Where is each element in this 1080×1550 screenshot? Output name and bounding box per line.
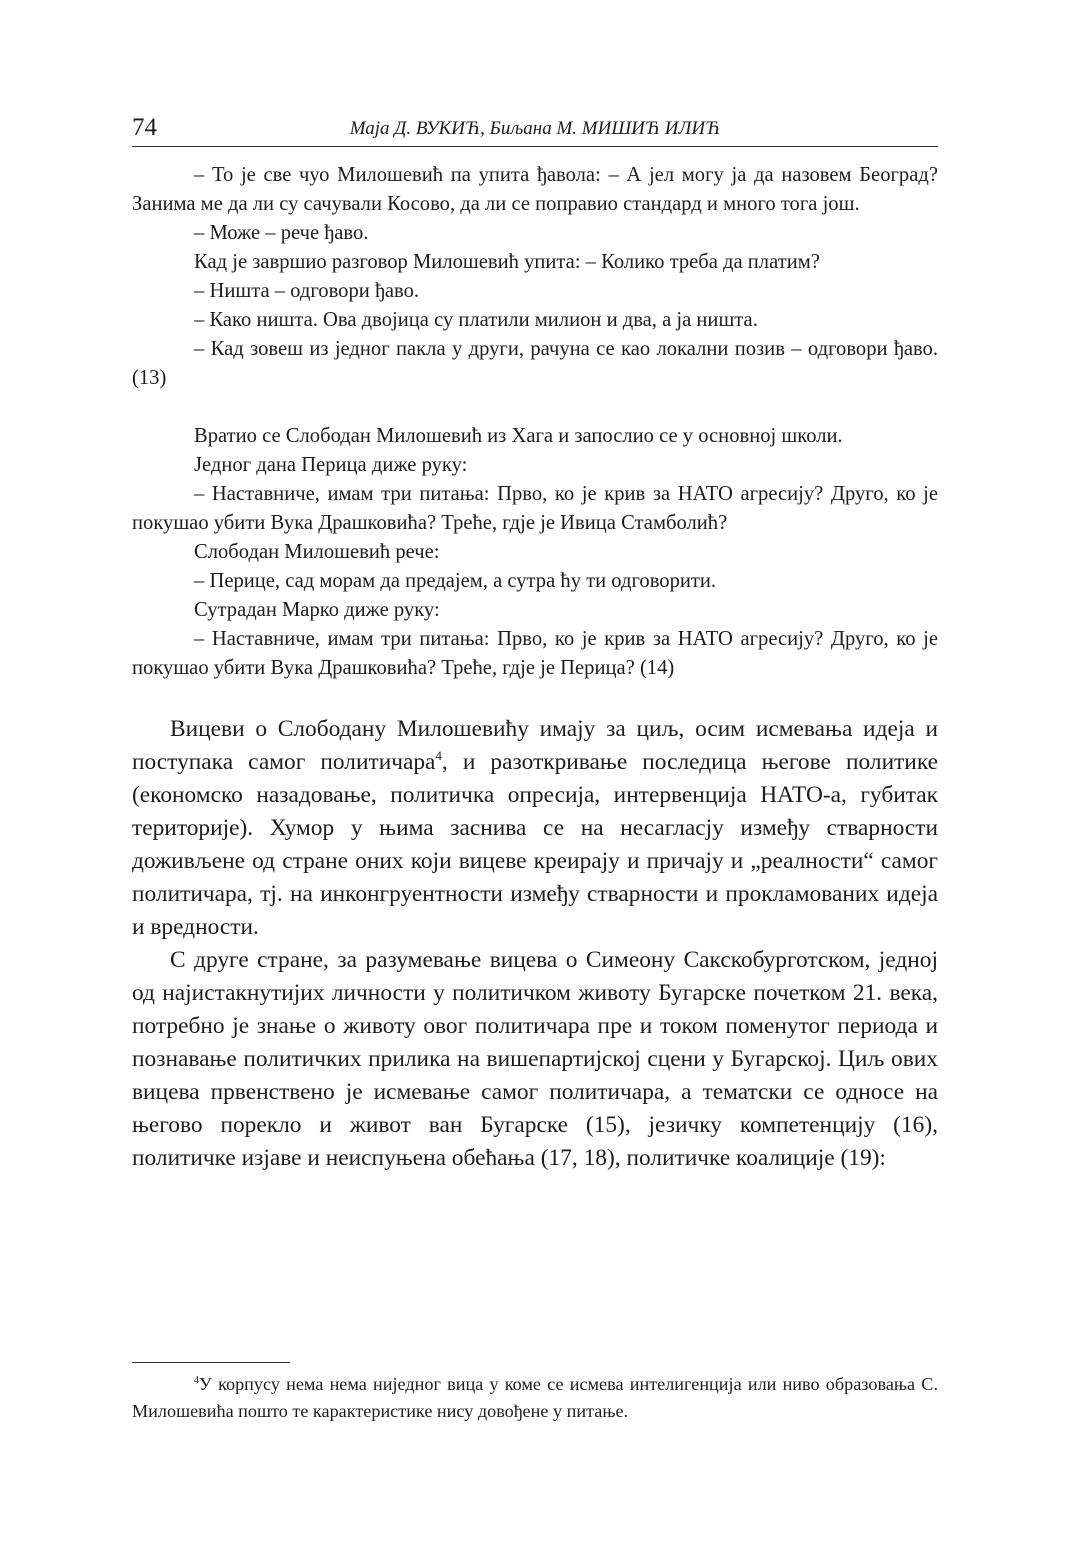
joke-separator xyxy=(132,393,938,422)
footnote-text: У корпусу нема нема ниједног вица у коме се исмева интелигенција или ниво образовања С. Милошевића пошто те карактеристике нису довођене у питање. xyxy=(132,1374,938,1421)
joke-line: – То је све чуо Милошевић па упита ђавола: – А јел могу ја да назовем Београд? Занима ме да ли су сачували Косово, да ли се поправио стандард и много тога још. xyxy=(132,164,938,215)
joke-line: Једног дана Перица диже руку: xyxy=(194,454,468,476)
page xyxy=(132,112,938,1175)
footnote-reference[interactable]: 4 xyxy=(435,749,442,764)
body-paragraph-2: С друге стране, за разумевање вицева о Симеону Сакскобурготском, једној од најистакнутијих личности у политичком животу Бугарске почетком 21. века, потребно је знање о животу овог политичара пре и током поменутог периода и познавање политичких прилика на вишепартијској сцени у Бугарској. Циљ ових вицева првенствено је исмевање самог политичара, а тематски се односе на његово порекло и живот ван Бугарске (15), језичку компетенцију (16), политичке изјаве и неиспуњена обећања (17, 18), политичке коалиције (19): xyxy=(132,947,938,1171)
joke-line: Кад је завршио разговор Милошевић упита: – Колико треба да платим? xyxy=(194,251,820,273)
footnote-4 xyxy=(132,1371,938,1425)
joke-13 xyxy=(132,161,938,393)
joke-14 xyxy=(132,422,938,683)
joke-examples xyxy=(132,161,938,683)
joke-line: – Наставниче, имам три питања: Прво, ко је крив за НАТО агресију? Друго, ко је покушао убити Вука Драшковића? Треће, гдје је Ивица Стамболић? xyxy=(132,483,938,534)
joke-line: Сутрадан Марко диже руку: xyxy=(194,599,440,621)
joke-line: Слободан Милошевић рече: xyxy=(194,541,440,563)
running-head: Маја Д. ВУКИЋ, Биљана М. МИШИЋ ИЛИЋ xyxy=(349,118,721,139)
page-header xyxy=(132,112,938,147)
page-number: 74 xyxy=(132,114,157,141)
footnote-divider xyxy=(132,1362,290,1363)
joke-line: Вратио се Слободан Милошевић из Хага и запослио се у основној школи. xyxy=(194,425,843,447)
joke-line: – Перице, сад морам да предајем, а сутра ћу ти одговорити. xyxy=(194,570,717,592)
footnote-mark: 4 xyxy=(194,1374,199,1386)
joke-line: – Како ништа. Ова двојица су платили милион и два, а ја ништа. xyxy=(194,309,758,331)
body-text xyxy=(132,713,938,1175)
joke-line: – Кад зовеш из једног пакла у други, рачуна се као локални позив – одговори ђаво. (13) xyxy=(132,338,938,389)
paragraph-text: , и разоткривање последица његове политике (економско назадовање, политичка опресија, интервенција НАТО-а, губитак територије). Хумор у њима заснива се на несагласју између стварности доживљене од стране оних који вицеве креирају и причају и „реалности“ самог политичара, тј. на инконгруентности између стварности и прокламованих идеја и вредности. xyxy=(132,749,938,940)
paragraph-text: Вицеви о Слободану Милошевићу имају за циљ, осим исмевања идеја и поступака самог политичара xyxy=(132,716,938,775)
joke-line: – Наставниче, имам три питања: Прво, ко је крив за НАТО агресију? Друго, ко је покушао убити Вука Драшковића? Треће, гдје је Перица? (14) xyxy=(132,628,938,679)
joke-line: – Ништа – одговори ђаво. xyxy=(194,280,420,302)
joke-line: – Може – рече ђаво. xyxy=(194,222,369,244)
footnotes xyxy=(132,1362,938,1425)
body-paragraph-1 xyxy=(132,713,938,944)
